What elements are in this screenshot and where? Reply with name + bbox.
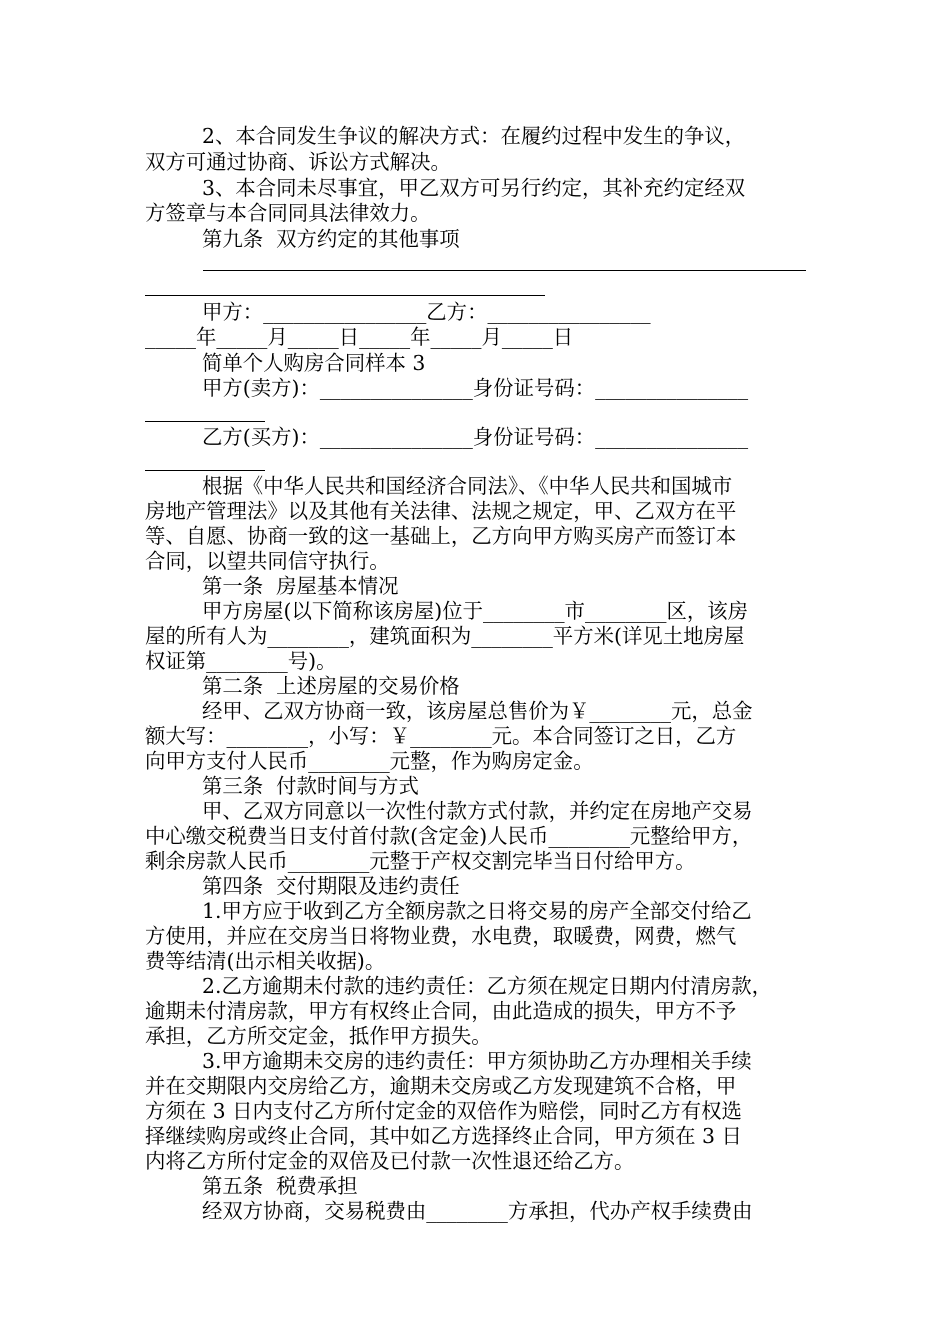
paragraph-line: 承担，乙方所交定金，抵作甲方损失。 (145, 1024, 492, 1048)
paragraph-line: 根据《中华人民共和国经济合同法》、《中华人民共和国城市 (202, 474, 733, 498)
section-heading: 第二条 上述房屋的交易价格 (202, 674, 460, 698)
document-title: 简单个人购房合同样本 3 (202, 351, 426, 375)
paragraph-line: 2.乙方逾期未付款的违约责任：乙方须在规定日期内付清房款， (202, 974, 772, 998)
paragraph-line: 1.甲方应于收到乙方全额房款之日将交易的房产全部交付给乙 (202, 899, 752, 923)
paragraph-line: 并在交期限内交房给乙方，逾期未交房或乙方发现建筑不合格，甲 (145, 1074, 737, 1098)
signature-line: 甲方：________________乙方：________________ (202, 300, 651, 324)
section-heading: 第九条 双方约定的其他事项 (202, 227, 460, 251)
blank-fill-line (145, 295, 545, 296)
paragraph-line: 屋的所有人为________，建筑面积为________平方米(详见土地房屋 (145, 624, 745, 648)
paragraph-line: 双方可通过协商、诉讼方式解决。 (145, 150, 451, 174)
section-heading: 第三条 付款时间与方式 (202, 774, 419, 798)
paragraph-line: 甲、乙双方同意以一次性付款方式付款，并约定在房地产交易 (202, 799, 753, 823)
paragraph-line: 甲方房屋(以下简称该房屋)位于________市________区，该房 (202, 599, 749, 623)
section-heading: 第一条 房屋基本情况 (202, 574, 399, 598)
paragraph-line: 3.甲方逾期未交房的违约责任：甲方须协助乙方办理相关手续 (202, 1049, 752, 1073)
blank-fill-line (145, 470, 265, 471)
paragraph-line: 中心缴交税费当日支付首付款(含定金)人民币________元整给甲方， (145, 824, 753, 848)
blank-fill-line (145, 421, 265, 422)
paragraph-line: 方签章与本合同同具法律效力。 (145, 201, 431, 225)
paragraph-line: 内将乙方所付定金的双倍及已付款一次性退还给乙方。 (145, 1149, 635, 1173)
blank-fill-line (203, 270, 806, 271)
paragraph-line: 房地产管理法》以及其他有关法律、法规之规定，甲、乙双方在平 (145, 499, 737, 523)
paragraph-line: 择继续购房或终止合同，其中如乙方选择终止合同，甲方须在 3 日 (145, 1124, 742, 1148)
buyer-line: 乙方(买方)：_______________身份证号码：_______________ (202, 425, 749, 449)
paragraph-line: 3、本合同未尽事宜，甲乙双方可另行约定，其补充约定经双 (202, 176, 746, 200)
paragraph-line: 逾期未付清房款，甲方有权终止合同，由此造成的损失，甲方不予 (145, 999, 737, 1023)
paragraph-line: 等、自愿、协商一致的这一基础上，乙方向甲方购买房产而签订本 (145, 524, 737, 548)
paragraph-line: 费等结清(出示相关收据)。 (145, 949, 386, 973)
paragraph-line: 2、本合同发生争议的解决方式：在履约过程中发生的争议， (202, 124, 746, 148)
seller-line: 甲方(卖方)：_______________身份证号码：_______________ (202, 376, 749, 400)
paragraph-line: 经甲、乙双方协商一致，该房屋总售价为￥________元，总金 (202, 699, 753, 723)
date-line: _____年_____月_____日_____年_____月_____日 (145, 325, 574, 349)
paragraph-line: 经双方协商，交易税费由________方承担，代办产权手续费由 (202, 1199, 753, 1223)
paragraph-line: 向甲方支付人民币________元整，作为购房定金。 (145, 749, 594, 773)
paragraph-line: 合同，以望共同信守执行。 (145, 549, 390, 573)
paragraph-line: 权证第________号)。 (145, 649, 337, 673)
paragraph-line: 方使用，并应在交房当日将物业费，水电费，取暖费，网费，燃气 (145, 924, 737, 948)
paragraph-line: 额大写：________，小写：￥________元。本合同签订之日，乙方 (145, 724, 737, 748)
section-heading: 第四条 交付期限及违约责任 (202, 874, 460, 898)
paragraph-line: 方须在 3 日内支付乙方所付定金的双倍作为赔偿，同时乙方有权选 (145, 1099, 742, 1123)
section-heading: 第五条 税费承担 (202, 1174, 358, 1198)
paragraph-line: 剩余房款人民币________元整于产权交割完毕当日付给甲方。 (145, 849, 696, 873)
